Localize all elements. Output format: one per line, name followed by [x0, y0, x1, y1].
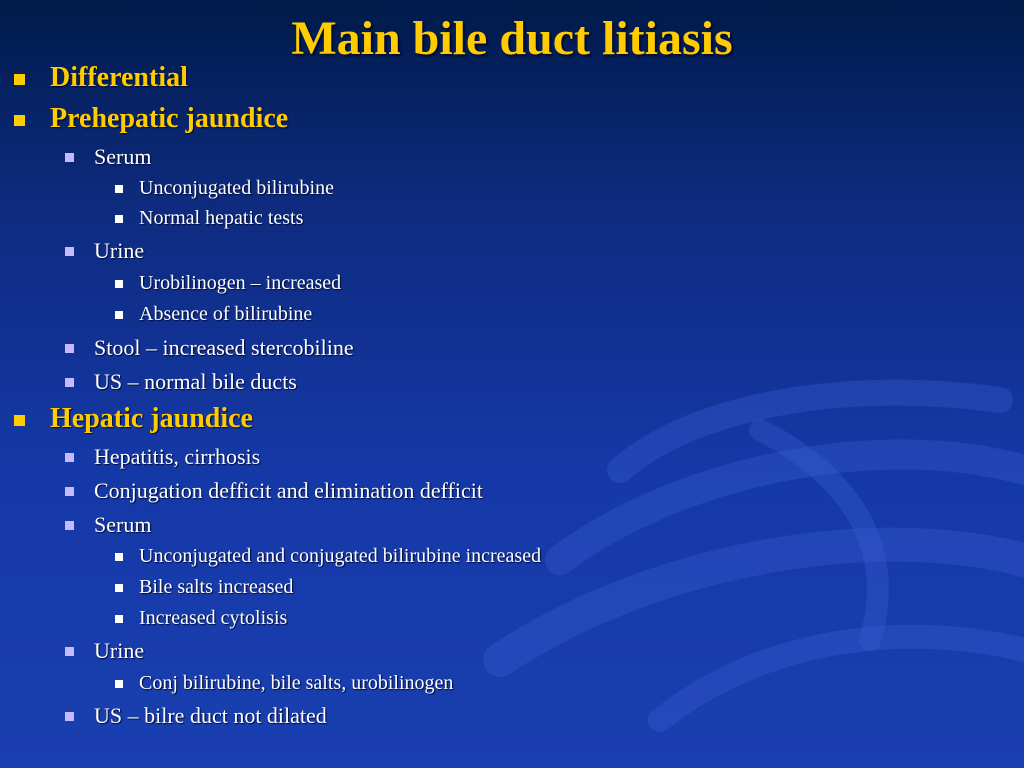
list-item	[94, 335, 354, 361]
list-item-text: Urobilinogen – increased	[139, 272, 342, 294]
square-bullet-icon	[65, 647, 74, 656]
square-bullet-icon	[115, 680, 123, 688]
square-bullet-icon	[65, 521, 74, 530]
list-item-text: Urine	[94, 238, 145, 263]
list-item	[94, 444, 260, 470]
list-item	[50, 62, 188, 94]
list-item-text: Conj bilirubine, bile salts, urobilinogen	[139, 672, 454, 694]
list-item	[50, 403, 253, 435]
list-item-text: Bile salts increased	[139, 576, 294, 598]
square-bullet-icon	[65, 247, 74, 256]
list-item-text: Increased cytolisis	[139, 607, 288, 629]
list-item	[94, 638, 144, 664]
list-item	[139, 545, 541, 568]
list-item-text: Differential	[50, 62, 188, 93]
square-bullet-icon	[115, 280, 123, 288]
list-item-text: US – bilre duct not dilated	[94, 703, 327, 728]
square-bullet-icon	[115, 311, 123, 319]
square-bullet-icon	[14, 115, 25, 126]
list-item	[94, 478, 483, 504]
list-item	[139, 607, 287, 630]
list-item-text: Absence of bilirubine	[139, 303, 313, 325]
list-item	[139, 672, 453, 695]
list-item-text: US – normal bile ducts	[94, 369, 297, 394]
list-item-text: Serum	[94, 144, 152, 169]
list-item-text: Prehepatic jaundice	[50, 103, 289, 134]
square-bullet-icon	[65, 712, 74, 721]
list-item	[139, 576, 293, 599]
square-bullet-icon	[115, 553, 123, 561]
list-item-text: Unconjugated and conjugated bilirubine increased	[139, 545, 542, 567]
square-bullet-icon	[65, 487, 74, 496]
slide-title: Main bile duct litiasis	[291, 12, 733, 65]
list-item-text: Unconjugated bilirubine	[139, 177, 334, 199]
list-item	[50, 103, 288, 135]
list-item	[94, 512, 151, 538]
list-item	[139, 272, 341, 295]
square-bullet-icon	[115, 185, 123, 193]
list-item-text: Hepatic jaundice	[50, 403, 253, 434]
list-item-text: Normal hepatic tests	[139, 207, 304, 229]
square-bullet-icon	[14, 74, 25, 85]
list-item-text: Conjugation defficit and elimination defficit	[94, 478, 483, 503]
list-item-text: Urine	[94, 638, 145, 663]
list-item	[139, 303, 312, 326]
square-bullet-icon	[65, 344, 74, 353]
list-item	[139, 207, 303, 230]
square-bullet-icon	[65, 153, 74, 162]
list-item	[139, 177, 334, 200]
square-bullet-icon	[115, 615, 123, 623]
list-item-text: Serum	[94, 512, 152, 537]
list-item-text: Hepatitis, cirrhosis	[94, 444, 261, 469]
list-item	[94, 369, 297, 395]
list-item	[94, 144, 151, 170]
square-bullet-icon	[115, 584, 123, 592]
list-item-text: Stool – increased stercobiline	[94, 335, 354, 360]
square-bullet-icon	[14, 415, 25, 426]
square-bullet-icon	[115, 215, 123, 223]
square-bullet-icon	[65, 453, 74, 462]
list-item	[94, 238, 144, 264]
list-item	[94, 703, 327, 729]
square-bullet-icon	[65, 378, 74, 387]
